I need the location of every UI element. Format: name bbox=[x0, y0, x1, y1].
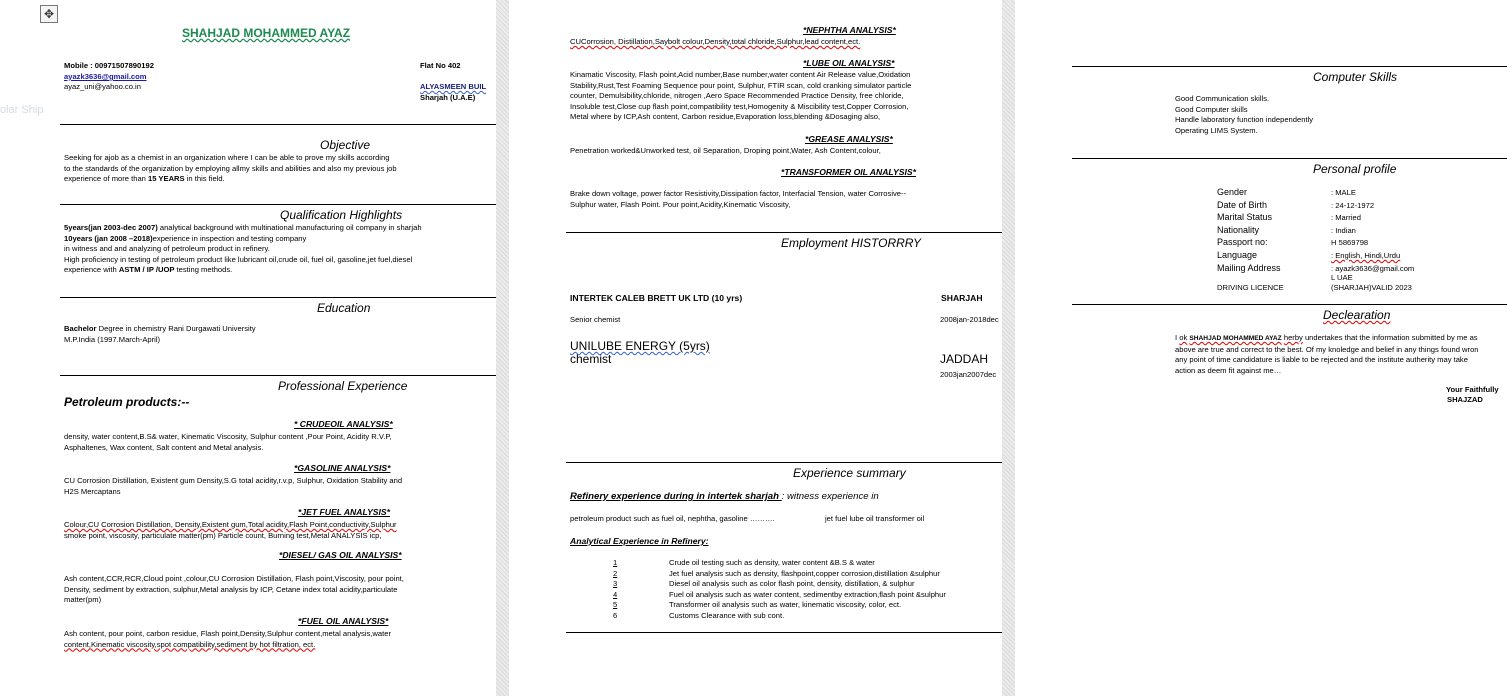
refinery-line bbox=[570, 491, 879, 502]
qual-line bbox=[64, 265, 422, 276]
education-heading: Education bbox=[317, 301, 371, 315]
profile-value: H 5869798 bbox=[1331, 238, 1369, 248]
text-line: CU Corrosion Distillation, Existent gum Density,S.G total acidity,r.v.p, Sulphur, Oxidation Stability and bbox=[64, 476, 403, 485]
list-item bbox=[613, 590, 946, 601]
profile-label: Language bbox=[1217, 249, 1258, 260]
item-num: 5 bbox=[613, 600, 618, 610]
profile-label: Gender bbox=[1217, 187, 1248, 197]
years-highlight: 15 YEARS bbox=[148, 174, 185, 184]
nephtha-text: CUCorrosion, Distillation,Saybolt colour,Density,total chloride,Sulphur,lead content,ect. bbox=[570, 37, 861, 46]
jet-fuel-text bbox=[64, 520, 397, 541]
city: Sharjah (U.A.E) bbox=[420, 93, 476, 102]
divider bbox=[566, 462, 1002, 463]
fuel-oil-heading: *FUEL OIL ANALYSIS* bbox=[298, 616, 389, 626]
personal-profile-heading: Personal profile bbox=[1313, 162, 1397, 176]
declaration-text bbox=[1175, 333, 1479, 376]
text-line: Asphaltenes, Wax content, Salt content and Metal analysis. bbox=[64, 442, 264, 452]
email-link-primary[interactable]: ayazk3636@gmail.com bbox=[64, 72, 147, 81]
divider bbox=[60, 375, 496, 376]
transformer-heading: *TRANSFORMER OIL ANALYSIS* bbox=[781, 167, 916, 177]
qual-rest: experience in inspection and testing company bbox=[152, 233, 307, 243]
profile-values bbox=[1331, 187, 1414, 275]
decl-line: action as deem fit against me… bbox=[1175, 365, 1282, 375]
qual-rest: analytical background with multinational manufacturing oil company in sharjah bbox=[157, 223, 422, 232]
text-line: Stability,Rust,Test Foaming Sequence pour point, Sulphur, FTIR scan, cold cranking simulator particle bbox=[570, 80, 912, 90]
item-text: Diesel oil analysis such as color flash point, density, distillation, & sulphur bbox=[669, 579, 915, 589]
transformer-text bbox=[570, 189, 906, 210]
decl-line: any point of time candidature is liable to be rejected and the institute autherity may take bbox=[1175, 355, 1468, 365]
jet-fuel-heading: *JET FUEL ANALYSIS* bbox=[298, 507, 391, 517]
divider bbox=[1072, 304, 1507, 305]
skill-item: Handle laboratory function independently bbox=[1175, 115, 1314, 125]
text-line: Insoluble test,Close cup flash point,compatibility test,Homogenity & Miscibility test,Copper Corrosion, bbox=[570, 101, 909, 111]
lube-oil-heading: *LUBE OIL ANALYSIS* bbox=[803, 58, 895, 68]
decl-part: I bbox=[1175, 333, 1180, 342]
refinery-heading: Refinery experience during in intertek sharjah bbox=[570, 491, 782, 502]
profile-labels bbox=[1217, 186, 1281, 274]
decl-line: above are true and correct to the best. Of my knoledge and belief in any things found wron bbox=[1175, 344, 1479, 354]
flat-number: Flat No 402 bbox=[420, 61, 461, 70]
objective-line bbox=[64, 174, 397, 185]
profile-label: Mailing Address bbox=[1217, 262, 1281, 273]
decl-part: herby bbox=[1283, 333, 1303, 342]
job2-location: JADDAH bbox=[940, 352, 989, 366]
building-name: ALYASMEEN BUIL bbox=[420, 82, 487, 91]
item-num: 1 bbox=[613, 558, 618, 567]
divider bbox=[60, 124, 496, 125]
qualification-text bbox=[64, 223, 422, 276]
qual-line bbox=[64, 223, 422, 234]
qual-bold: ASTM / IP /UOP bbox=[118, 265, 175, 275]
analytical-heading: Analytical Experience in Refinery: bbox=[570, 536, 709, 546]
signoff: Your Faithfully bbox=[1446, 385, 1499, 394]
degree: Bachelor bbox=[64, 324, 97, 333]
qual-line: in witness and and analyzing of petroleum product in refinery. bbox=[64, 244, 270, 254]
email-secondary: ayaz_uni@yahoo.co.in bbox=[64, 82, 141, 91]
qual-line: High proficiency in testing of petroleum product like lubricant oil,crude oil, fuel oil, gasoline,jet fuel,diesel bbox=[64, 254, 413, 264]
list-item bbox=[613, 600, 946, 611]
job2-dates: 2003jan2007dec bbox=[940, 370, 997, 379]
profile-value: : English, Hindi,Urdu bbox=[1331, 250, 1401, 260]
qualification-heading: Qualification Highlights bbox=[280, 208, 403, 222]
job1-location: SHARJAH bbox=[941, 293, 983, 303]
grease-heading: *GREASE ANALYSIS* bbox=[805, 134, 893, 144]
skill-item: Operating LIMS System. bbox=[1175, 125, 1258, 135]
text-line: Kinamatic Viscosity, Flash point,Acid number,Base number,water content Air Release value,Oxidation bbox=[570, 70, 911, 79]
grease-text: Penetration worked&Unworked test, oil Separation, Droping point,Water, Ash Content,colour, bbox=[570, 146, 881, 155]
text-line: Sulphur water, Flash Point. Pour point,Acidity,Kinematic Viscosity, bbox=[570, 199, 791, 209]
item-text: Jet fuel analysis such as density, flashpoint,copper corrosion,distillation &sulphur bbox=[669, 568, 940, 578]
divider bbox=[566, 632, 1002, 633]
divider bbox=[1072, 158, 1507, 159]
skill-item: Good Computer skills bbox=[1175, 104, 1248, 114]
diesel-heading: *DIESEL/ GAS OIL ANALYSIS* bbox=[279, 550, 402, 560]
crude-oil-heading: * CRUDEOIL ANALYSIS* bbox=[294, 419, 393, 429]
list-item bbox=[613, 569, 946, 580]
qual-bold: 5years(jan 2003-dec 2007) bbox=[64, 223, 158, 232]
qual-line bbox=[64, 234, 422, 245]
address-extra: L UAE bbox=[1331, 273, 1353, 282]
analytical-list bbox=[613, 558, 946, 622]
page-gutter bbox=[496, 0, 509, 696]
decl-part: ok bbox=[1179, 333, 1188, 342]
divider bbox=[566, 232, 1002, 233]
item-text: Crude oil testing such as density, water content &B.S & water bbox=[669, 558, 875, 567]
declaration-heading: Declearation bbox=[1323, 308, 1391, 322]
item-text: Fuel oil analysis such as water content, sedimentby extraction,flash point &sulphur bbox=[669, 589, 946, 599]
decl-line bbox=[1175, 333, 1479, 345]
refinery-products-2: jet fuel lube oil transformer oil bbox=[825, 514, 925, 523]
page-gutter bbox=[1002, 0, 1015, 696]
profile-value: : Indian bbox=[1331, 225, 1356, 235]
text-line: Metal where by ICP,Ash content, Carbon residue,Evaporation loss,blending &Dosaging also, bbox=[570, 112, 881, 122]
petroleum-products-heading: Petroleum products:-- bbox=[64, 395, 190, 409]
divider bbox=[1072, 66, 1507, 67]
fuel-oil-text bbox=[64, 629, 391, 650]
employment-heading: Employment HISTORRRY bbox=[781, 236, 922, 250]
ghost-text: olar Ship bbox=[0, 104, 44, 116]
item-num: 3 bbox=[613, 579, 618, 589]
item-text: Transformer oil analysis such as water, kinematic viscosity, color, ect. bbox=[669, 600, 902, 610]
skill-item: Good Communication skills. bbox=[1175, 94, 1270, 103]
item-num: 2 bbox=[613, 568, 618, 578]
profile-value: : ayazk3636@gmail.com bbox=[1331, 263, 1415, 273]
job1-title: Senior chemist bbox=[570, 315, 621, 324]
item-num: 6 bbox=[613, 610, 618, 620]
qual-part: testing methods. bbox=[174, 265, 233, 275]
profile-value: : Married bbox=[1331, 213, 1361, 223]
gasoline-heading: *GASOLINE ANALYSIS* bbox=[294, 463, 391, 473]
text-line: matter(pm) bbox=[64, 595, 102, 605]
applicant-name: SHAHJAD MOHAMMED AYAZ bbox=[182, 26, 351, 40]
list-item bbox=[613, 579, 946, 590]
list-item bbox=[613, 611, 946, 622]
qual-bold: 10years (jan 2008 –2018) bbox=[64, 233, 153, 243]
objective-line: to the standards of the organization by employing allmy skills and abilities and also my previous job bbox=[64, 163, 397, 173]
profile-value: : 24-12-1972 bbox=[1331, 200, 1375, 210]
divider bbox=[60, 204, 496, 205]
signature-name: SHAJZAD bbox=[1447, 395, 1483, 404]
text-line: counter, Demulsibility,chloride, nitrogen ,Aero Space Recommended Practice Density, free chloride, bbox=[570, 91, 904, 101]
objective-heading: Objective bbox=[320, 138, 371, 152]
refinery-tail: : witness experience in bbox=[781, 491, 879, 502]
resume-page-3 bbox=[1015, 0, 1507, 696]
profile-label: Date of Birth bbox=[1217, 199, 1268, 210]
objective-line: Seeking for ajob as a chemist in an organization where I can be able to prove my skills according bbox=[64, 153, 390, 162]
text-line: Density, sediment by extraction, sulphur,Metal analysis by ICP, Cetane index total acidity,particulate bbox=[64, 584, 398, 594]
edu-line bbox=[64, 324, 256, 335]
nephtha-heading: *NEPHTHA ANALYSIS* bbox=[803, 25, 896, 35]
gasoline-text bbox=[64, 476, 402, 497]
profile-label: Nationality bbox=[1217, 224, 1260, 235]
summary-heading: Experience summary bbox=[793, 466, 906, 480]
edu-line: M.P.India (1997.March-April) bbox=[64, 334, 161, 344]
university: Degree in chemistry Rani Durgawati University bbox=[96, 324, 256, 333]
list-item bbox=[613, 558, 946, 569]
text-line: density, water content,B.S& water, Kinematic Viscosity, Sulphur content ,Pour Point, Acidity R.V.P, bbox=[64, 432, 392, 441]
text-line: Ash content, pour point, carbon residue, Flash point,Density,Sulphur content,metal analysis,water bbox=[64, 629, 391, 638]
objective-line-part: experience of more than bbox=[64, 174, 149, 184]
profile-label: Passport no: bbox=[1217, 237, 1268, 248]
decl-part: undertakes that the information submitted by me as bbox=[1302, 333, 1478, 342]
item-text: Customs Clearance with sub cont. bbox=[669, 610, 785, 620]
resume-page-2 bbox=[509, 0, 1002, 696]
objective-text bbox=[64, 153, 397, 185]
item-num: 4 bbox=[613, 589, 618, 599]
text-line: Colour,CU Corrosion Distillation, Density,Existent gum,Total acidity,Flash Point,conductivity,Sulphur bbox=[64, 520, 397, 529]
job1-company: INTERTEK CALEB BRETT UK LTD (10 yrs) bbox=[570, 293, 743, 303]
licence-label: DRIVING LICENCE bbox=[1217, 283, 1284, 292]
education-text bbox=[64, 324, 256, 345]
crude-oil-text bbox=[64, 432, 392, 453]
lube-oil-text bbox=[570, 70, 911, 123]
resume-page-1 bbox=[0, 0, 496, 696]
profile-label: Marital Status bbox=[1217, 212, 1273, 223]
diesel-text bbox=[64, 574, 404, 606]
computer-skills-heading: Computer Skills bbox=[1313, 70, 1398, 84]
text-line: H2S Mercaptans bbox=[64, 486, 121, 496]
experience-heading: Professional Experience bbox=[278, 379, 408, 393]
objective-line-part: in this field. bbox=[184, 174, 225, 184]
text-line: Brake down voltage, power factor Resistivity,Dissipation factor, Interfacial Tension, water Corrosive-- bbox=[570, 189, 907, 198]
table-move-handle-icon[interactable]: ✥ bbox=[40, 5, 58, 23]
refinery-products: petroleum product such as fuel oil, nephtha, gasoline ………. bbox=[570, 514, 775, 523]
declarant-name: SHAHJAD MOHAMMED AYAZ bbox=[1189, 335, 1282, 342]
mobile-number: Mobile : 00971507890192 bbox=[64, 61, 154, 70]
job2-title: chemist bbox=[570, 352, 612, 366]
licence-value: (SHARJAH)VALID 2023 bbox=[1331, 283, 1412, 292]
divider bbox=[60, 297, 496, 298]
computer-skills-list bbox=[1175, 94, 1313, 136]
text-line: Ash content,CCR,RCR,Cloud point ,colour,CU Corrosion Distillation, Flash point,Viscosity, pour point, bbox=[64, 574, 404, 583]
text-line: smoke point, viscosity, particulate matter(pm) Particle count, Burning test,Metal ANALYSIS icp, bbox=[64, 530, 382, 540]
job1-dates: 2008jan-2018dec bbox=[940, 315, 999, 324]
qual-part: experience with bbox=[64, 265, 119, 275]
text-line: content,Kinematic viscosity,spot compatibility,sediment by hot filtration, ect. bbox=[64, 639, 316, 649]
profile-value: : MALE bbox=[1331, 188, 1356, 197]
job2-company: UNILUBE ENERGY (5yrs) bbox=[570, 339, 710, 353]
